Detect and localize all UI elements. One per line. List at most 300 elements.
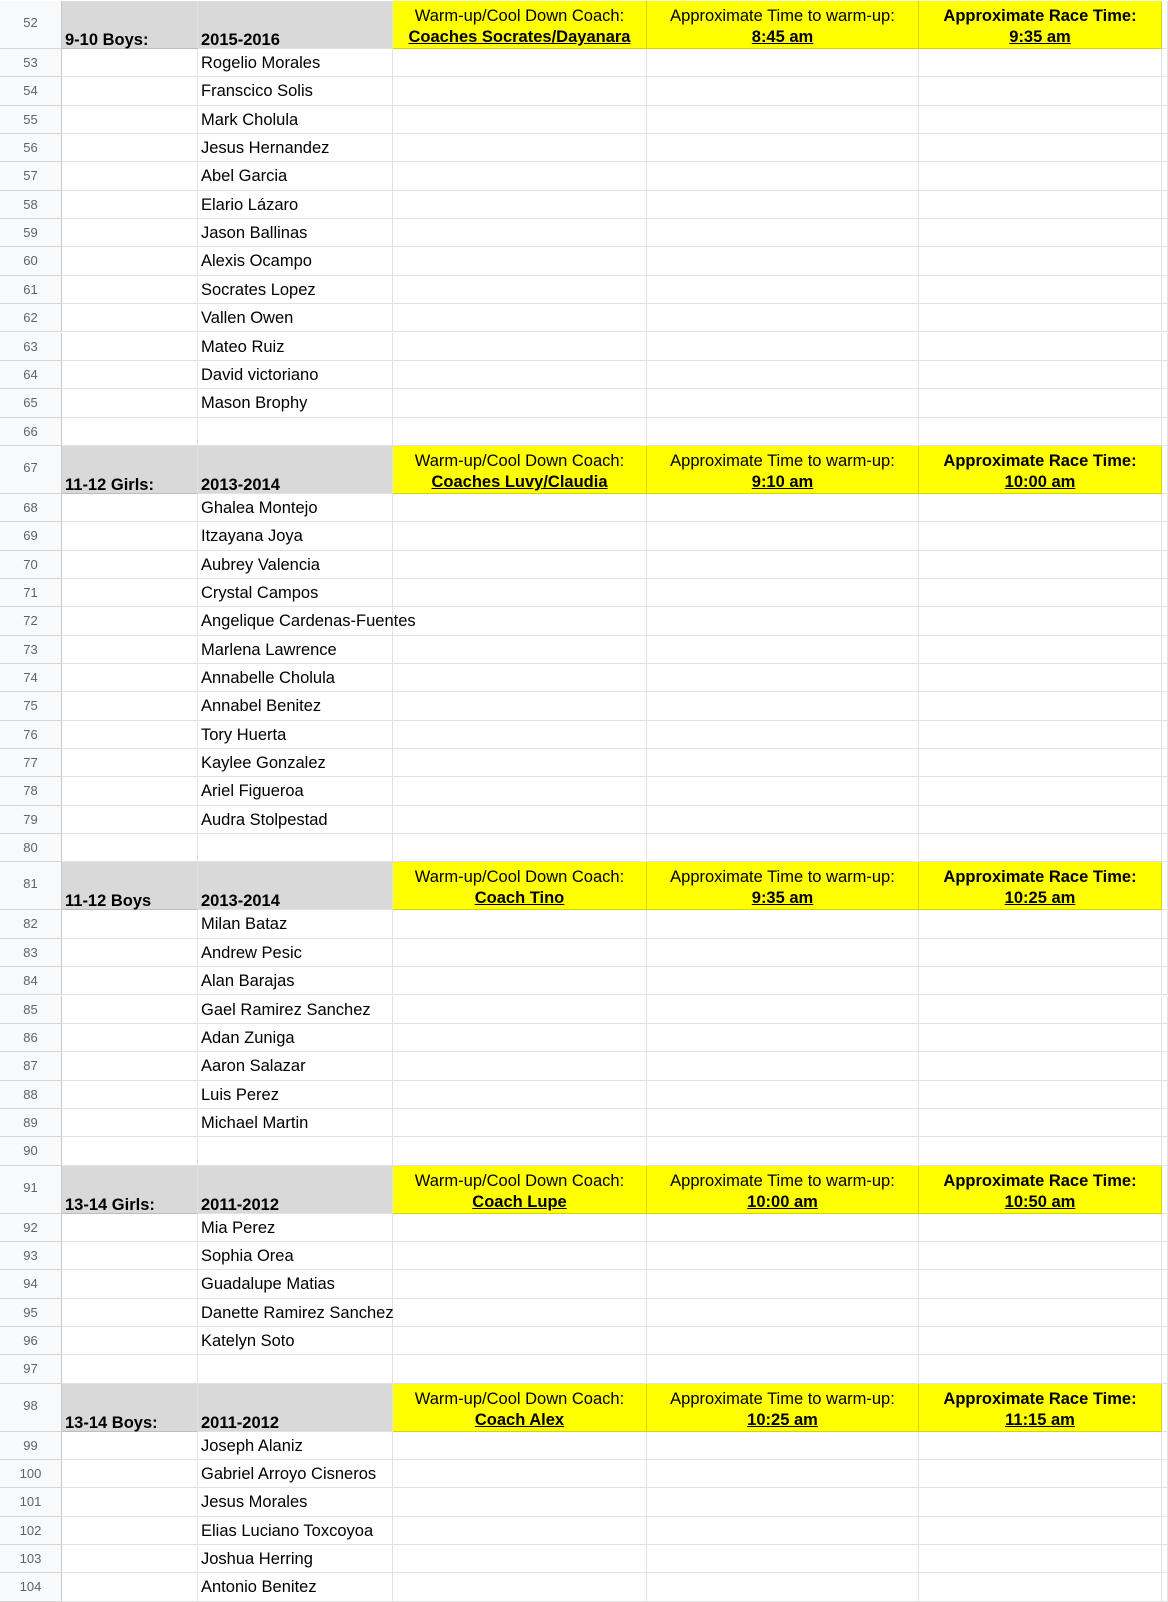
row-number[interactable] <box>0 1460 62 1488</box>
grid-cell[interactable] <box>1162 862 1168 910</box>
grid-cell[interactable] <box>919 551 1162 579</box>
grid-cell[interactable] <box>393 1242 647 1270</box>
grid-cell[interactable] <box>393 219 647 247</box>
grid-cell[interactable] <box>647 607 919 635</box>
row-number[interactable] <box>0 910 62 938</box>
race-time-cell[interactable] <box>919 1166 1162 1214</box>
grid-cell[interactable] <box>1162 1081 1168 1109</box>
grid-cell[interactable] <box>393 551 647 579</box>
race-time-cell[interactable] <box>919 446 1162 494</box>
grid-cell[interactable] <box>919 1545 1162 1573</box>
grid-cell[interactable] <box>1162 1109 1168 1137</box>
grid-cell[interactable] <box>1162 1052 1168 1080</box>
grid-cell[interactable] <box>393 1460 647 1488</box>
row-number[interactable] <box>0 664 62 692</box>
grid-cell[interactable] <box>393 77 647 105</box>
athlete-name-cell[interactable] <box>198 721 393 749</box>
grid-cell[interactable] <box>647 967 919 995</box>
grid-cell[interactable] <box>919 304 1162 332</box>
grid-cell[interactable] <box>62 1355 198 1383</box>
grid-cell[interactable] <box>393 304 647 332</box>
row-number[interactable] <box>0 939 62 967</box>
grid-cell[interactable] <box>62 1214 198 1242</box>
row-number[interactable] <box>0 967 62 995</box>
row-number[interactable] <box>0 1 62 49</box>
grid-cell[interactable] <box>1162 1432 1168 1460</box>
athlete-name-cell[interactable] <box>198 1327 393 1355</box>
grid-cell[interactable] <box>1162 219 1168 247</box>
grid-cell[interactable] <box>1162 692 1168 720</box>
grid-cell[interactable] <box>919 1488 1162 1516</box>
grid-cell[interactable] <box>1162 1242 1168 1270</box>
athlete-name-cell[interactable] <box>198 1081 393 1109</box>
row-number[interactable] <box>0 522 62 550</box>
grid-cell[interactable] <box>647 1299 919 1327</box>
grid-cell[interactable] <box>647 806 919 834</box>
grid-cell[interactable] <box>62 418 198 446</box>
row-number[interactable] <box>0 996 62 1024</box>
grid-cell[interactable] <box>919 996 1162 1024</box>
athlete-name-cell[interactable] <box>198 389 393 417</box>
athlete-name-cell[interactable] <box>198 247 393 275</box>
athlete-name-cell[interactable] <box>198 361 393 389</box>
grid-cell[interactable] <box>62 1545 198 1573</box>
grid-cell[interactable] <box>393 1214 647 1242</box>
grid-cell[interactable] <box>1162 49 1168 77</box>
grid-cell[interactable] <box>393 1517 647 1545</box>
athlete-name-cell[interactable] <box>198 1355 393 1383</box>
grid-cell[interactable] <box>1162 607 1168 635</box>
grid-cell[interactable] <box>393 276 647 304</box>
grid-cell[interactable] <box>393 191 647 219</box>
grid-cell[interactable] <box>393 418 647 446</box>
warmup-time-cell[interactable] <box>647 1166 919 1214</box>
grid-cell[interactable] <box>393 996 647 1024</box>
grid-cell[interactable] <box>1162 721 1168 749</box>
grid-cell[interactable] <box>647 1355 919 1383</box>
grid-cell[interactable] <box>62 1327 198 1355</box>
row-number[interactable] <box>0 494 62 522</box>
grid-cell[interactable] <box>647 389 919 417</box>
athlete-name-cell[interactable] <box>198 1432 393 1460</box>
grid-cell[interactable] <box>1162 106 1168 134</box>
row-number[interactable] <box>0 304 62 332</box>
grid-cell[interactable] <box>393 106 647 134</box>
athlete-name-cell[interactable] <box>198 333 393 361</box>
grid-cell[interactable] <box>62 494 198 522</box>
grid-cell[interactable] <box>919 1327 1162 1355</box>
grid-cell[interactable] <box>647 636 919 664</box>
grid-cell[interactable] <box>919 418 1162 446</box>
athlete-name-cell[interactable] <box>198 276 393 304</box>
grid-cell[interactable] <box>1162 162 1168 190</box>
grid-cell[interactable] <box>919 1460 1162 1488</box>
grid-cell[interactable] <box>1162 1327 1168 1355</box>
grid-cell[interactable] <box>62 247 198 275</box>
row-number[interactable] <box>0 692 62 720</box>
athlete-name-cell[interactable] <box>198 910 393 938</box>
grid-cell[interactable] <box>647 418 919 446</box>
row-number[interactable] <box>0 1109 62 1137</box>
grid-cell[interactable] <box>1162 579 1168 607</box>
athlete-name-cell[interactable] <box>198 1545 393 1573</box>
athlete-name-cell[interactable] <box>198 494 393 522</box>
grid-cell[interactable] <box>919 1052 1162 1080</box>
grid-cell[interactable] <box>62 361 198 389</box>
grid-cell[interactable] <box>393 777 647 805</box>
grid-cell[interactable] <box>919 910 1162 938</box>
row-number[interactable] <box>0 418 62 446</box>
grid-cell[interactable] <box>647 361 919 389</box>
grid-cell[interactable] <box>393 1052 647 1080</box>
grid-cell[interactable] <box>62 304 198 332</box>
grid-cell[interactable] <box>647 834 919 862</box>
grid-cell[interactable] <box>919 106 1162 134</box>
age-group-cell[interactable] <box>62 446 198 494</box>
grid-cell[interactable] <box>647 692 919 720</box>
grid-cell[interactable] <box>393 494 647 522</box>
athlete-name-cell[interactable] <box>198 967 393 995</box>
athlete-name-cell[interactable] <box>198 1270 393 1298</box>
coach-cell[interactable] <box>393 1 647 49</box>
grid-cell[interactable] <box>62 276 198 304</box>
grid-cell[interactable] <box>1162 551 1168 579</box>
grid-cell[interactable] <box>919 361 1162 389</box>
grid-cell[interactable] <box>62 721 198 749</box>
row-number[interactable] <box>0 551 62 579</box>
grid-cell[interactable] <box>62 389 198 417</box>
grid-cell[interactable] <box>62 106 198 134</box>
grid-cell[interactable] <box>1162 304 1168 332</box>
grid-cell[interactable] <box>393 162 647 190</box>
grid-cell[interactable] <box>919 522 1162 550</box>
grid-cell[interactable] <box>393 1270 647 1298</box>
athlete-name-cell[interactable] <box>198 551 393 579</box>
grid-cell[interactable] <box>1162 1214 1168 1242</box>
grid-cell[interactable] <box>647 304 919 332</box>
athlete-name-cell[interactable] <box>198 777 393 805</box>
coach-cell[interactable] <box>393 862 647 910</box>
athlete-name-cell[interactable] <box>198 106 393 134</box>
row-number[interactable] <box>0 333 62 361</box>
grid-cell[interactable] <box>919 721 1162 749</box>
grid-cell[interactable] <box>393 636 647 664</box>
row-number[interactable] <box>0 1432 62 1460</box>
grid-cell[interactable] <box>393 1299 647 1327</box>
grid-cell[interactable] <box>919 967 1162 995</box>
grid-cell[interactable] <box>919 219 1162 247</box>
grid-cell[interactable] <box>393 333 647 361</box>
grid-cell[interactable] <box>1162 1460 1168 1488</box>
grid-cell[interactable] <box>1162 636 1168 664</box>
grid-cell[interactable] <box>1162 1299 1168 1327</box>
grid-cell[interactable] <box>647 106 919 134</box>
grid-cell[interactable] <box>393 1545 647 1573</box>
grid-cell[interactable] <box>62 1299 198 1327</box>
grid-cell[interactable] <box>62 664 198 692</box>
grid-cell[interactable] <box>393 749 647 777</box>
grid-cell[interactable] <box>393 1137 647 1165</box>
athlete-name-cell[interactable] <box>198 1242 393 1270</box>
grid-cell[interactable] <box>647 1081 919 1109</box>
birth-years-cell[interactable] <box>198 1384 393 1432</box>
row-number[interactable] <box>0 1488 62 1516</box>
grid-cell[interactable] <box>647 996 919 1024</box>
row-number[interactable] <box>0 1166 62 1214</box>
grid-cell[interactable] <box>393 607 647 635</box>
grid-cell[interactable] <box>62 967 198 995</box>
row-number[interactable] <box>0 191 62 219</box>
row-number[interactable] <box>0 862 62 910</box>
row-number[interactable] <box>0 1214 62 1242</box>
athlete-name-cell[interactable] <box>198 939 393 967</box>
warmup-time-cell[interactable] <box>647 862 919 910</box>
grid-cell[interactable] <box>647 1242 919 1270</box>
grid-cell[interactable] <box>647 777 919 805</box>
athlete-name-cell[interactable] <box>198 418 393 446</box>
grid-cell[interactable] <box>647 579 919 607</box>
grid-cell[interactable] <box>1162 191 1168 219</box>
grid-cell[interactable] <box>919 806 1162 834</box>
row-number[interactable] <box>0 1242 62 1270</box>
grid-cell[interactable] <box>393 806 647 834</box>
row-number[interactable] <box>0 247 62 275</box>
row-number[interactable] <box>0 389 62 417</box>
athlete-name-cell[interactable] <box>198 1460 393 1488</box>
grid-cell[interactable] <box>393 1432 647 1460</box>
row-number[interactable] <box>0 361 62 389</box>
grid-cell[interactable] <box>62 219 198 247</box>
grid-cell[interactable] <box>1162 1545 1168 1573</box>
grid-cell[interactable] <box>1162 494 1168 522</box>
grid-cell[interactable] <box>62 939 198 967</box>
warmup-time-cell[interactable] <box>647 446 919 494</box>
birth-years-cell[interactable] <box>198 862 393 910</box>
row-number[interactable] <box>0 106 62 134</box>
grid-cell[interactable] <box>62 1573 198 1601</box>
grid-cell[interactable] <box>1162 134 1168 162</box>
grid-cell[interactable] <box>647 1432 919 1460</box>
row-number[interactable] <box>0 721 62 749</box>
row-number[interactable] <box>0 1327 62 1355</box>
grid-cell[interactable] <box>1162 1573 1168 1601</box>
athlete-name-cell[interactable] <box>198 522 393 550</box>
grid-cell[interactable] <box>62 333 198 361</box>
grid-cell[interactable] <box>393 522 647 550</box>
grid-cell[interactable] <box>647 134 919 162</box>
grid-cell[interactable] <box>62 1270 198 1298</box>
grid-cell[interactable] <box>919 1024 1162 1052</box>
grid-cell[interactable] <box>62 522 198 550</box>
grid-cell[interactable] <box>919 1355 1162 1383</box>
grid-cell[interactable] <box>62 1109 198 1137</box>
grid-cell[interactable] <box>647 721 919 749</box>
grid-cell[interactable] <box>393 692 647 720</box>
grid-cell[interactable] <box>62 1242 198 1270</box>
grid-cell[interactable] <box>647 939 919 967</box>
race-time-cell[interactable] <box>919 1 1162 49</box>
warmup-time-cell[interactable] <box>647 1 919 49</box>
athlete-name-cell[interactable] <box>198 1137 393 1165</box>
row-number[interactable] <box>0 1081 62 1109</box>
grid-cell[interactable] <box>647 1024 919 1052</box>
row-number[interactable] <box>0 607 62 635</box>
grid-cell[interactable] <box>647 522 919 550</box>
grid-cell[interactable] <box>647 1052 919 1080</box>
coach-cell[interactable] <box>393 1166 647 1214</box>
grid-cell[interactable] <box>62 551 198 579</box>
grid-cell[interactable] <box>919 1081 1162 1109</box>
grid-cell[interactable] <box>1162 967 1168 995</box>
grid-cell[interactable] <box>393 939 647 967</box>
grid-cell[interactable] <box>1162 1270 1168 1298</box>
grid-cell[interactable] <box>62 692 198 720</box>
grid-cell[interactable] <box>919 1299 1162 1327</box>
grid-cell[interactable] <box>393 834 647 862</box>
grid-cell[interactable] <box>919 1137 1162 1165</box>
grid-cell[interactable] <box>647 1573 919 1601</box>
athlete-name-cell[interactable] <box>198 607 416 635</box>
row-number[interactable] <box>0 219 62 247</box>
grid-cell[interactable] <box>1162 276 1168 304</box>
grid-cell[interactable] <box>919 247 1162 275</box>
grid-cell[interactable] <box>919 1214 1162 1242</box>
grid-cell[interactable] <box>647 247 919 275</box>
grid-cell[interactable] <box>393 247 647 275</box>
row-number[interactable] <box>0 834 62 862</box>
grid-cell[interactable] <box>919 494 1162 522</box>
grid-cell[interactable] <box>1162 77 1168 105</box>
birth-years-cell[interactable] <box>198 1 393 49</box>
grid-cell[interactable] <box>1162 1166 1168 1214</box>
grid-cell[interactable] <box>1162 389 1168 417</box>
grid-cell[interactable] <box>62 996 198 1024</box>
grid-cell[interactable] <box>1162 910 1168 938</box>
grid-cell[interactable] <box>1162 996 1168 1024</box>
grid-cell[interactable] <box>1162 361 1168 389</box>
athlete-name-cell[interactable] <box>198 1517 393 1545</box>
grid-cell[interactable] <box>1162 446 1168 494</box>
grid-cell[interactable] <box>393 361 647 389</box>
grid-cell[interactable] <box>647 276 919 304</box>
grid-cell[interactable] <box>1162 1024 1168 1052</box>
grid-cell[interactable] <box>919 276 1162 304</box>
grid-cell[interactable] <box>919 834 1162 862</box>
row-number[interactable] <box>0 1270 62 1298</box>
grid-cell[interactable] <box>393 967 647 995</box>
grid-cell[interactable] <box>919 692 1162 720</box>
row-number[interactable] <box>0 134 62 162</box>
athlete-name-cell[interactable] <box>198 304 393 332</box>
row-number[interactable] <box>0 1355 62 1383</box>
athlete-name-cell[interactable] <box>198 1052 393 1080</box>
grid-cell[interactable] <box>393 579 647 607</box>
grid-cell[interactable] <box>393 1488 647 1516</box>
row-number[interactable] <box>0 1137 62 1165</box>
athlete-name-cell[interactable] <box>198 1299 393 1327</box>
grid-cell[interactable] <box>62 1024 198 1052</box>
grid-cell[interactable] <box>62 607 198 635</box>
athlete-name-cell[interactable] <box>198 749 393 777</box>
grid-cell[interactable] <box>393 721 647 749</box>
grid-cell[interactable] <box>647 49 919 77</box>
grid-cell[interactable] <box>393 49 647 77</box>
grid-cell[interactable] <box>393 910 647 938</box>
athlete-name-cell[interactable] <box>198 1573 393 1601</box>
athlete-name-cell[interactable] <box>198 579 393 607</box>
grid-cell[interactable] <box>62 162 198 190</box>
grid-cell[interactable] <box>919 939 1162 967</box>
grid-cell[interactable] <box>62 749 198 777</box>
grid-cell[interactable] <box>62 834 198 862</box>
grid-cell[interactable] <box>1162 418 1168 446</box>
coach-cell[interactable] <box>393 446 647 494</box>
age-group-cell[interactable] <box>62 862 198 910</box>
grid-cell[interactable] <box>919 1242 1162 1270</box>
grid-cell[interactable] <box>919 1432 1162 1460</box>
row-number[interactable] <box>0 1024 62 1052</box>
birth-years-cell[interactable] <box>198 1166 393 1214</box>
grid-cell[interactable] <box>919 77 1162 105</box>
row-number[interactable] <box>0 49 62 77</box>
athlete-name-cell[interactable] <box>198 134 393 162</box>
grid-cell[interactable] <box>919 579 1162 607</box>
athlete-name-cell[interactable] <box>198 162 393 190</box>
grid-cell[interactable] <box>62 1517 198 1545</box>
grid-cell[interactable] <box>62 1460 198 1488</box>
athlete-name-cell[interactable] <box>198 806 393 834</box>
grid-cell[interactable] <box>919 162 1162 190</box>
grid-cell[interactable] <box>62 1052 198 1080</box>
grid-cell[interactable] <box>393 1081 647 1109</box>
grid-cell[interactable] <box>919 664 1162 692</box>
row-number[interactable] <box>0 1517 62 1545</box>
grid-cell[interactable] <box>1162 1384 1168 1432</box>
row-number[interactable] <box>0 636 62 664</box>
grid-cell[interactable] <box>62 1432 198 1460</box>
grid-cell[interactable] <box>647 494 919 522</box>
grid-cell[interactable] <box>393 134 647 162</box>
athlete-name-cell[interactable] <box>198 219 393 247</box>
athlete-name-cell[interactable] <box>198 834 393 862</box>
athlete-name-cell[interactable] <box>198 636 393 664</box>
row-number[interactable] <box>0 1052 62 1080</box>
grid-cell[interactable] <box>393 664 647 692</box>
row-number[interactable] <box>0 749 62 777</box>
warmup-time-cell[interactable] <box>647 1384 919 1432</box>
grid-cell[interactable] <box>919 777 1162 805</box>
row-number[interactable] <box>0 1384 62 1432</box>
grid-cell[interactable] <box>1162 522 1168 550</box>
grid-cell[interactable] <box>919 191 1162 219</box>
grid-cell[interactable] <box>393 1024 647 1052</box>
grid-cell[interactable] <box>393 1109 647 1137</box>
coach-cell[interactable] <box>393 1384 647 1432</box>
race-time-cell[interactable] <box>919 862 1162 910</box>
grid-cell[interactable] <box>919 607 1162 635</box>
row-number[interactable] <box>0 777 62 805</box>
grid-cell[interactable] <box>647 1460 919 1488</box>
athlete-name-cell[interactable] <box>198 1024 393 1052</box>
row-number[interactable] <box>0 1545 62 1573</box>
birth-years-cell[interactable] <box>198 446 393 494</box>
grid-cell[interactable] <box>647 162 919 190</box>
grid-cell[interactable] <box>1162 749 1168 777</box>
grid-cell[interactable] <box>1162 1137 1168 1165</box>
grid-cell[interactable] <box>1162 1488 1168 1516</box>
grid-cell[interactable] <box>1162 806 1168 834</box>
athlete-name-cell[interactable] <box>198 1488 393 1516</box>
